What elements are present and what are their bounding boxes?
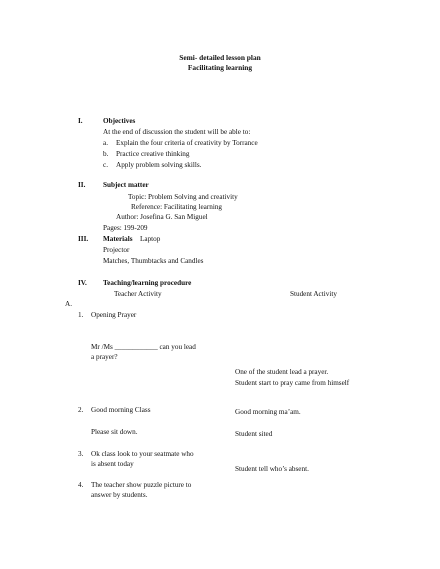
materials-item: Projector	[103, 246, 130, 254]
student-response-prayer-start: Student start to pray came from himself	[235, 379, 350, 387]
prayer-question: Mr /Ms ____________ can you lead	[91, 343, 196, 351]
step-number: 3.	[78, 450, 84, 458]
section-heading-materials: Materials	[103, 235, 133, 243]
step-text: Opening Prayer	[91, 311, 137, 319]
objectives-intro: At the end of discussion the student will be able to:	[103, 128, 251, 136]
subject-topic: Topic: Problem Solving and creativity	[128, 193, 238, 201]
step-text-cont: is absent today	[91, 460, 134, 468]
materials-first-item: Laptop	[140, 235, 161, 243]
section-heading-subject: Subject matter	[103, 181, 149, 189]
step-text-cont: answer by students.	[91, 491, 148, 499]
objective-item-a: Explain the four criteria of creativity by Torrance	[116, 139, 258, 147]
sit-down-instruction: Please sit down.	[91, 428, 138, 436]
step-number: 4.	[78, 481, 84, 489]
step-number: 1.	[78, 311, 84, 319]
document-subtitle: Facilitating learning	[187, 63, 253, 72]
objective-letter-b: b.	[103, 150, 109, 158]
section-number-objectives: I.	[78, 117, 83, 125]
section-number-procedure: IV.	[78, 279, 87, 287]
materials-item: Matches, Thumbtacks and Candles	[103, 257, 204, 265]
objective-letter-c: c.	[103, 161, 108, 169]
objective-item-b: Practice creative thinking	[116, 150, 190, 158]
subject-reference: Reference: Facilitating learning	[131, 203, 223, 211]
subject-author: Author: Josefina G. San Miguel	[116, 213, 208, 221]
subject-pages: Pages: 199-209	[103, 224, 148, 232]
procedure-section-label: A.	[65, 300, 72, 308]
student-response-greeting: Good morning ma’am.	[235, 408, 301, 416]
step-number: 2.	[78, 406, 84, 414]
document-title: Semi- detailed lesson plan	[179, 53, 261, 62]
step-text: Good morning Class	[91, 406, 151, 414]
section-number-subject: II.	[78, 181, 86, 189]
student-response-absent: Student tell who’s absent.	[235, 465, 309, 473]
step-text: Ok class look to your seatmate who	[91, 450, 194, 458]
prayer-question-cont: a prayer?	[91, 353, 118, 361]
section-heading-objectives: Objectives	[103, 117, 136, 125]
step-text: The teacher show puzzle picture to	[91, 481, 192, 489]
student-response-prayer-lead: One of the student lead a prayer.	[235, 368, 329, 376]
objective-item-c: Apply problem solving skills.	[116, 161, 202, 169]
section-number-materials: III.	[78, 235, 89, 243]
teacher-activity-header: Teacher Activity	[114, 290, 162, 298]
objective-letter-a: a.	[103, 139, 108, 147]
student-response-sited: Student sited	[235, 430, 273, 438]
student-activity-header: Student Activity	[290, 290, 337, 298]
section-heading-procedure: Teaching/learning procedure	[103, 279, 192, 287]
